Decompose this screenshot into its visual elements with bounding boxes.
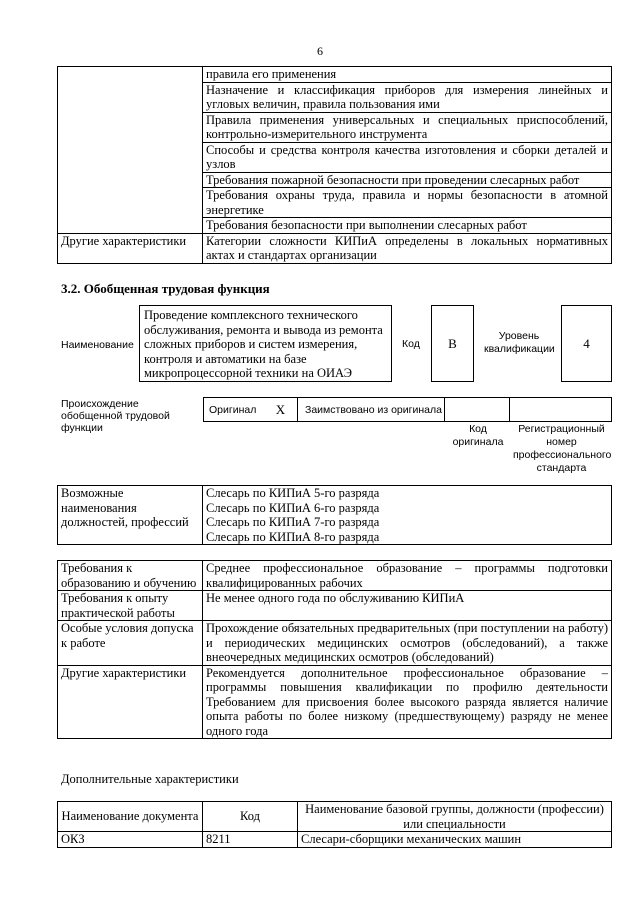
table-row — [58, 591, 612, 621]
table-row — [58, 621, 612, 666]
education-text: Среднее профессиональное образование – программы подготовки квалифицированных рабочих — [203, 561, 612, 591]
table-cell: Требования охраны труда, правила и нормы безопасности в атомной энергетике — [203, 188, 612, 218]
other-characteristics-label: Другие характеристики — [58, 233, 203, 263]
table-row — [58, 233, 612, 263]
other-characteristics-label: Другие характеристики — [58, 665, 203, 739]
positions-table — [57, 485, 612, 545]
origin-label: Происхождение обобщенной трудовой функции — [61, 398, 170, 434]
table-header-row — [58, 802, 612, 832]
table-cell: Требования безопасности при выполнении слесарных работ — [203, 218, 612, 234]
page-number: 6 — [317, 44, 323, 58]
origin-row — [203, 397, 612, 422]
positions-label: Возможные наименования должностей, профессий — [58, 486, 203, 545]
table-cell-empty — [58, 67, 203, 234]
table-row — [58, 561, 612, 591]
original-mark: X — [275, 401, 286, 417]
table-row — [58, 665, 612, 739]
additional-table — [57, 801, 612, 848]
knowledge-table — [57, 66, 612, 264]
column-header: Наименование документа — [58, 802, 203, 832]
code-label: Код — [402, 338, 420, 350]
function-name-box: Проведение комплексного технического обслуживания, ремонта и вывода из ремонта сложных приборов и систем измерения, контроля и автоматики на базе микропроцессорной техники на ОИАЭ — [139, 305, 392, 382]
special-conditions-label: Особые условия допуска к работе — [58, 621, 203, 666]
table-cell: Способы и средства контроля качества изготовления и сборки деталей и узлов — [203, 142, 612, 172]
table-row — [58, 67, 612, 83]
table-row — [58, 486, 612, 545]
reg-number-label: Регистрационный номер профессионального стандарта — [513, 423, 612, 474]
experience-text: Не менее одного года по обслуживанию КИПиА — [203, 591, 612, 621]
list-item: Слесарь по КИПиА 8-го разряда — [206, 529, 380, 544]
table-cell: Слесари-сборщики механических машин — [298, 832, 612, 848]
table-cell: Назначение и классификация приборов для измерения линейных и угловых величин, правила пользования ими — [203, 82, 612, 112]
level-value-box: 4 — [561, 305, 612, 382]
column-header: Код — [203, 802, 298, 832]
column-header: Наименование базовой группы, должности (профессии) или специальности — [298, 802, 612, 832]
code-value-box: B — [431, 305, 474, 382]
divider — [509, 398, 510, 421]
code-original-label: Код оригинала — [452, 423, 504, 448]
table-cell: Требования пожарной безопасности при проведении слесарных работ — [203, 172, 612, 188]
additional-title: Дополнительные характеристики — [61, 772, 239, 786]
name-label: Наименование — [61, 339, 134, 351]
education-label: Требования к образованию и обучению — [58, 561, 203, 591]
other-characteristics-text: Категории сложности КИПиА определены в локальных нормативных актах и стандартах организации — [203, 233, 612, 263]
list-item: Слесарь по КИПиА 7-го разряда — [206, 515, 380, 529]
original-label: Оригинал — [209, 403, 257, 416]
table-cell: правила его применения — [203, 67, 612, 83]
experience-label: Требования к опыту практической работы — [58, 591, 203, 621]
list-item: Слесарь по КИПиА 6-го разряда — [206, 500, 380, 515]
level-label: Уровень квалификации — [484, 330, 555, 355]
positions-list — [203, 486, 612, 545]
table-row — [58, 832, 612, 848]
table-cell: ОКЗ — [58, 832, 203, 848]
table-cell: 8211 — [203, 832, 298, 848]
requirements-table — [57, 560, 612, 739]
section-heading: 3.2. Обобщенная трудовая функция — [61, 281, 270, 296]
table-cell: Правила применения универсальных и специальных приспособлений, контрольно-измерительного инструмента — [203, 112, 612, 142]
special-conditions-text: Прохождение обязательных предварительных (при поступлении на работу) и периодических медицинских осмотров (обследований), а также внеочередных медицинских осмотров (обследований) — [203, 621, 612, 666]
other-characteristics-text: Рекомендуется дополнительное профессиональное образование – программы повышения квалификации по профилю деятельности Требованием для присвоения более высокого разряда является наличие опыта работы по более низкому (предшествующему) разряду не менее одного года — [203, 665, 612, 739]
divider — [444, 398, 445, 421]
divider — [297, 398, 298, 421]
borrowed-label: Заимствовано из оригинала — [305, 403, 442, 416]
list-item: Слесарь по КИПиА 5-го разряда — [206, 486, 380, 500]
